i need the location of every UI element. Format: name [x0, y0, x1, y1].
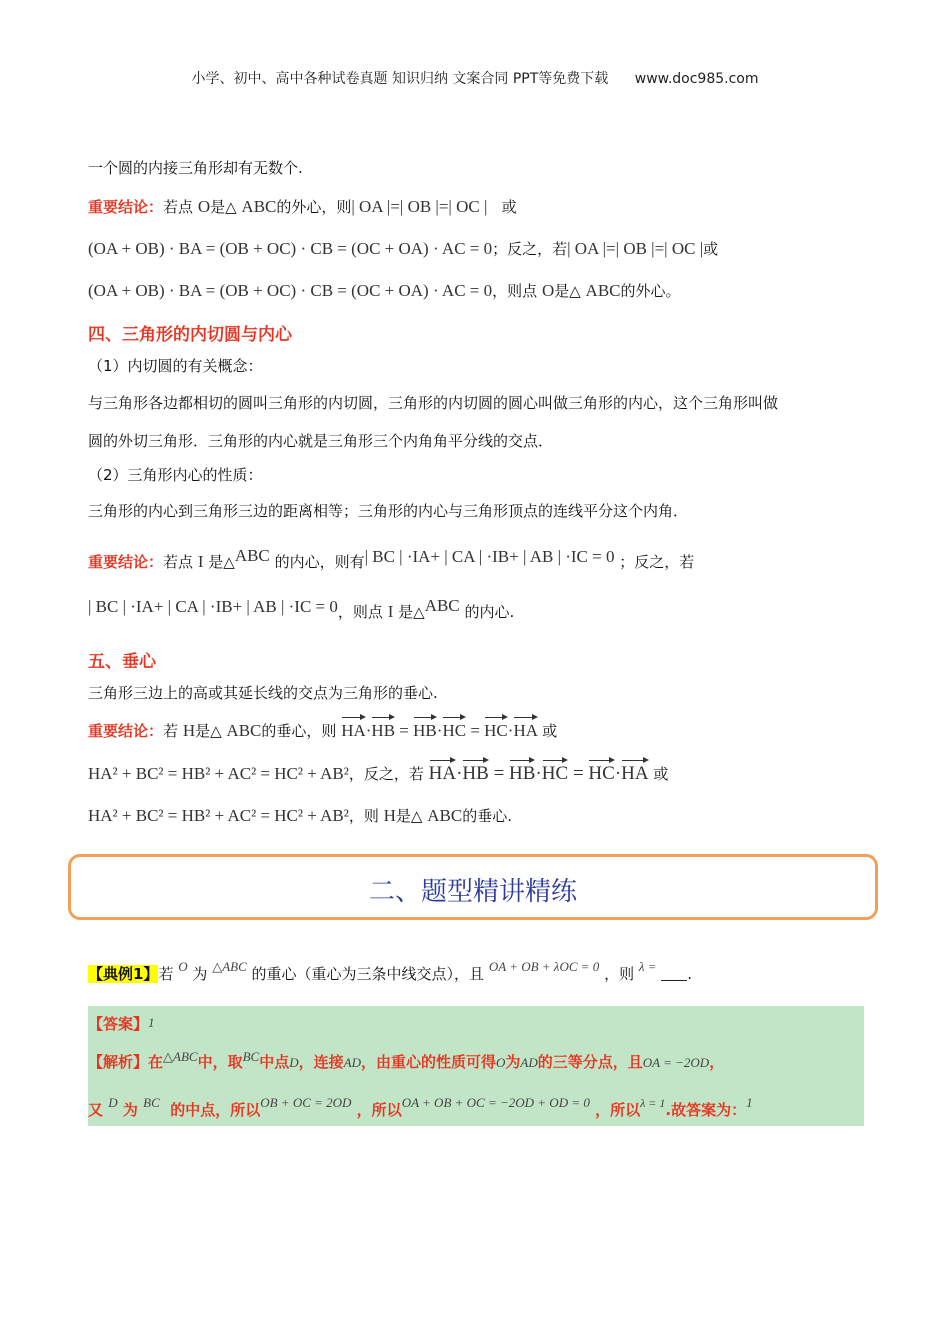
triangle-abc: △ABC	[212, 959, 247, 974]
or-text: 或	[653, 765, 669, 783]
vector-expression	[341, 721, 542, 740]
equals: =	[572, 763, 584, 784]
conclusion-label: 重要结论：	[88, 553, 164, 571]
conclusion-label: 重要结论：	[88, 198, 164, 216]
incenter-sub2: （2）三角形内心的性质：	[88, 466, 263, 484]
vector-ha: HA	[513, 721, 539, 740]
circumcenter-conclusion-line1	[88, 196, 517, 218]
text: 若点	[163, 198, 194, 216]
triangle-abc: ABC	[234, 546, 270, 565]
triangle-abc: ABC	[241, 197, 277, 216]
incenter-sub1: （1）内切圆的有关概念：	[88, 357, 263, 375]
or-text: 或	[703, 240, 719, 258]
point-h: H	[182, 721, 196, 740]
eq-sum: OA + OB + OC = −2OD + OD = 0	[401, 1095, 590, 1110]
text: .故答案为：	[665, 1101, 747, 1119]
dot: ·	[456, 763, 463, 784]
text: 的垂心，则	[261, 722, 337, 740]
text: 若	[158, 965, 174, 983]
vector-hb: HB	[462, 763, 489, 784]
answer-line	[88, 1012, 155, 1035]
text: 的外心。	[620, 282, 681, 300]
text: .	[687, 965, 693, 983]
text: 在	[148, 1053, 164, 1071]
vector-ha: HA	[341, 721, 366, 740]
point-o: O	[178, 959, 188, 974]
text: ，则点	[492, 282, 538, 300]
point-i: I	[387, 602, 394, 621]
text: 是△	[195, 722, 222, 740]
point-d: D	[289, 1055, 299, 1070]
incenter-para1a: 与三角形各边都相切的圆叫三角形的内切圆，三角形的内切圆的圆心叫做三角形的内心，这个三角形叫做	[88, 394, 779, 412]
vector-hb: HB	[413, 721, 437, 740]
text: ，所以	[356, 1101, 402, 1119]
equals: =	[470, 721, 480, 740]
point-o: O	[541, 281, 555, 300]
vector-hb: HB	[371, 721, 396, 740]
section-banner	[68, 854, 878, 920]
incenter-conclusion-line1	[88, 545, 694, 573]
orthocenter-conclusion-line1	[88, 720, 557, 742]
text: ，连接	[298, 1053, 344, 1071]
vector-hc: HC	[442, 721, 467, 740]
section-title-orthocenter: 五、垂心	[88, 652, 156, 672]
analysis-tag: 【解析】	[88, 1053, 149, 1071]
or-text: 或	[501, 198, 517, 216]
equals: =	[493, 763, 505, 784]
text: 中点	[259, 1053, 290, 1071]
text: ，由重心的性质可得	[361, 1053, 497, 1071]
eq-incenter-2: | BC | ·IA+ | CA | ·IB+ | AB | ·IC = 0	[88, 597, 338, 616]
page-header	[0, 68, 950, 88]
or-text: 或	[542, 722, 558, 740]
text: 的中点，所以	[170, 1101, 261, 1119]
text: ，则点	[337, 603, 383, 621]
text: 的内心.	[464, 603, 515, 621]
circumcenter-conclusion-line2	[88, 238, 718, 260]
vector-hc: HC	[541, 763, 569, 784]
eq-squares-2: HA² + BC² = HB² + AC² = HC² + AB²	[88, 806, 349, 825]
segment-bc: BC	[242, 1049, 260, 1064]
triangle-abc: △ABC	[163, 1049, 198, 1064]
orthocenter-conclusion-line3	[88, 805, 512, 827]
analysis-line1	[88, 1046, 724, 1074]
example-tag: 【典例1】	[88, 965, 159, 983]
vector-hc: HC	[588, 763, 615, 784]
text: 为	[505, 1053, 521, 1071]
section-title-incenter: 四、三角形的内切圆与内心	[88, 325, 292, 345]
text: 是△	[210, 198, 237, 216]
text: 为	[122, 1101, 138, 1119]
intro-line: 一个圆的内接三角形却有无数个.	[88, 159, 303, 177]
segment-bc: BC	[143, 1095, 160, 1110]
text: ；反之，若	[619, 553, 695, 571]
text: 的外心，则	[276, 198, 352, 216]
eq-example: OA + OB + λOC = 0	[488, 959, 600, 974]
text: 若	[163, 722, 179, 740]
text: 是△	[208, 553, 235, 571]
eq-dot-2: (OA + OB) · BA = (OB + OC) · CB = (OC + OA) · AC = 0	[88, 281, 493, 300]
eq-abs-2: | OA |=| OB |=| OC |	[567, 239, 704, 258]
text: ，则	[604, 965, 635, 983]
dot: ·	[436, 721, 443, 740]
point-i: I	[197, 552, 204, 571]
text: ，所以	[595, 1101, 641, 1119]
text: ，反之，若	[348, 765, 424, 783]
answer-value: 1	[148, 1015, 155, 1030]
dot: ·	[535, 763, 542, 784]
vector-ha: HA	[428, 763, 457, 784]
final-answer: 1	[746, 1095, 753, 1110]
triangle-abc: ABC	[226, 721, 262, 740]
answer-tag: 【答案】	[88, 1015, 149, 1033]
text: 是△	[554, 282, 581, 300]
dot: ·	[614, 763, 622, 784]
analysis-line2	[88, 1092, 753, 1121]
example-1	[88, 956, 692, 985]
incenter-conclusion-line2	[88, 595, 514, 623]
text: 若点	[163, 553, 194, 571]
orthocenter-conclusion-line2	[88, 763, 668, 785]
eq-incenter: | BC | ·IA+ | CA | ·IB+ | AB | ·IC = 0	[364, 547, 615, 566]
text: ，	[709, 1053, 725, 1071]
eq-ob-oc: OB + OC = 2OD	[260, 1095, 352, 1110]
header-url: www.doc985.com	[634, 71, 759, 87]
triangle-abc: ABC	[427, 806, 463, 825]
point-h: H	[383, 806, 396, 825]
dot: ·	[507, 721, 514, 740]
triangle-abc: ABC	[424, 596, 460, 615]
banner-title: 二、题型精讲精练	[368, 877, 577, 907]
conclusion-label: 重要结论：	[88, 722, 164, 740]
text: 中，取	[197, 1053, 243, 1071]
eq-abs: | OA |=| OB |=| OC |	[351, 197, 488, 216]
vector-hb: HB	[509, 763, 536, 784]
text: ，则	[348, 807, 379, 825]
segment-ad: AD	[343, 1055, 361, 1070]
text: 的重心（重心为三条中线交点），且	[251, 965, 485, 983]
incenter-para2: 三角形的内心到三角形三边的距离相等；三角形的内心与三角形顶点的连线平分这个内角．	[88, 502, 689, 520]
eq-lambda: λ = 1	[640, 1096, 666, 1110]
text: 的垂心.	[462, 807, 512, 825]
circumcenter-conclusion-line3	[88, 280, 681, 302]
text: 是△	[398, 603, 425, 621]
eq-oa: OA = −2OD	[642, 1055, 710, 1070]
vector-hc: HC	[484, 721, 508, 740]
text: 为	[192, 965, 208, 983]
text: 又	[88, 1101, 104, 1119]
vector-expression	[429, 763, 654, 784]
answer-blank[interactable]	[661, 966, 687, 981]
equals: =	[399, 721, 409, 740]
eq-squares: HA² + BC² = HB² + AC² = HC² + AB²	[88, 764, 349, 783]
lambda: λ =	[638, 959, 657, 974]
triangle-abc: ABC	[585, 281, 621, 300]
point-o: O	[197, 197, 211, 216]
vector-ha: HA	[621, 763, 649, 784]
text: ；反之，若	[492, 240, 568, 258]
dot: ·	[365, 721, 372, 740]
eq-dot: (OA + OB) · BA = (OB + OC) · CB = (OC + OA) · AC = 0	[88, 239, 493, 258]
text: 的内心，则有	[274, 553, 365, 571]
orthocenter-para: 三角形三边上的高或其延长线的交点为三角形的垂心.	[88, 684, 438, 702]
incenter-para1b: 圆的外切三角形．三角形的内心就是三角形三个内角角平分线的交点．	[88, 432, 554, 450]
segment-ad: AD	[520, 1055, 538, 1070]
header-text: 小学、初中、高中各种试卷真题 知识归纳 文案合同 PPT等免费下载	[191, 71, 609, 87]
text: 是△	[395, 807, 423, 825]
text: 的三等分点，且	[537, 1053, 643, 1071]
point-d: D	[108, 1095, 118, 1110]
point-o: O	[496, 1055, 506, 1070]
